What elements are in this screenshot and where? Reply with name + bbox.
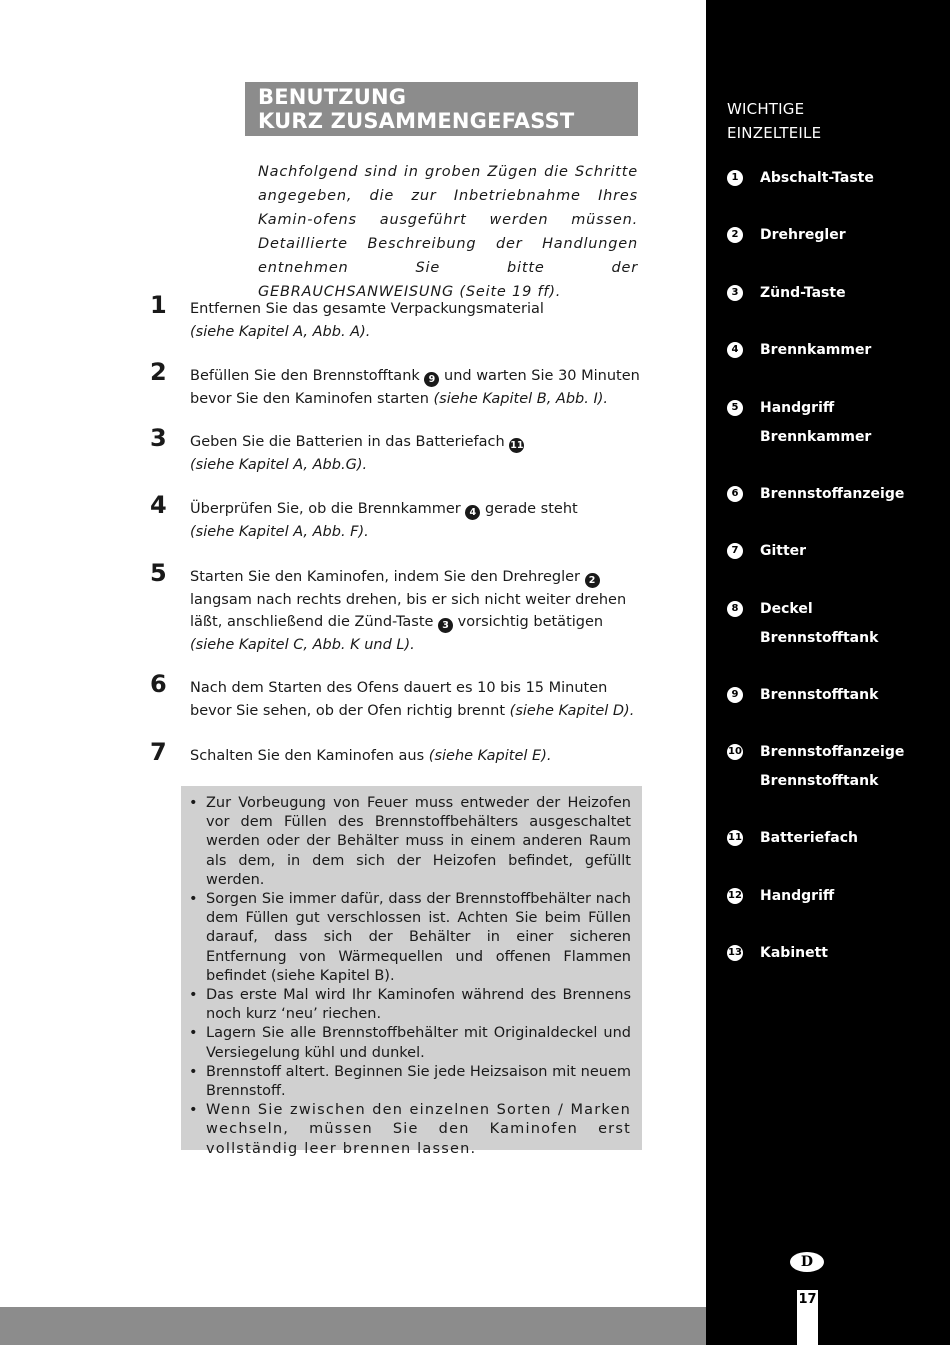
page-number: 17 xyxy=(797,1290,818,1345)
step-3: 3 Geben Sie die Batterien in das Batteriefach 11 (siehe Kapitel A, Abb.G). xyxy=(150,424,524,473)
step-number: 3 xyxy=(150,424,167,452)
part-number-badge: 6 xyxy=(727,486,743,502)
tips-list xyxy=(189,794,631,1159)
chapter-reference: (siehe Kapitel A, Abb.G). xyxy=(190,456,368,473)
part-item: 12 Handgriff xyxy=(728,888,835,904)
footer-bar xyxy=(0,1307,706,1345)
part-number-badge: 3 xyxy=(727,285,743,301)
step-5: 5 Starten Sie den Kaminofen, indem Sie den Drehregler 2 langsam nach rechts drehen, bis er sich nicht weiter drehen läßt, anschließend die Zünd-Taste 3 vorsichtig betätigen (siehe Kapitel C, Abb. K und L). xyxy=(150,559,627,653)
part-number-badge: 9 xyxy=(727,687,743,703)
step-number: 4 xyxy=(150,491,167,519)
list-item: • Wenn Sie zwischen den einzelnen Sorten / Marken wechseln, müssen Sie den Kaminofen erst vollständig leer brennen lassen. xyxy=(189,1101,631,1159)
list-item: • Lagern Sie alle Brennstoffbehälter mit Originaldeckel und Versiegelung kühl und dunkel. xyxy=(189,1024,631,1062)
step-number: 6 xyxy=(150,670,167,698)
part-number-badge: 8 xyxy=(727,601,743,617)
list-item: • Brennstoff altert. Beginnen Sie jede Heizsaison mit neuem Brennstoff. xyxy=(189,1063,631,1101)
step-4: 4 Überprüfen Sie, ob die Brennkammer 4 gerade steht (siehe Kapitel A, Abb. F). xyxy=(150,491,578,540)
part-item: 2 Drehregler xyxy=(727,221,846,250)
step-7: 7 Schalten Sie den Kaminofen aus (siehe Kapitel E). xyxy=(150,738,552,766)
part-number-badge: 5 xyxy=(727,400,743,416)
part-number-badge: 7 xyxy=(727,543,743,559)
section-header xyxy=(245,82,638,136)
part-number-badge: 11 xyxy=(727,830,743,846)
part-item: 13 Kabinett xyxy=(728,945,828,961)
step-number: 2 xyxy=(150,358,167,386)
part-number-badge: 10 xyxy=(727,744,743,760)
list-item: • Das erste Mal wird Ihr Kaminofen während des Brennens noch kurz ‘neu’ riechen. xyxy=(189,986,631,1024)
part-number-badge: 2 xyxy=(585,573,600,588)
part-number-badge: 11 xyxy=(510,440,524,451)
chapter-reference: (siehe Kapitel E). xyxy=(428,748,552,764)
intro-paragraph: Nachfolgend sind in groben Zügen die Schritte angegeben, die zur Inbetriebnahme Ihres Kamin-ofens ausgeführt werden müssen. Detaillierte Beschreibung der Handlungen entnehmen Sie bitte der GEBRAUCHSANWEISUNG (Seite 19 ff). xyxy=(258,164,638,300)
part-number-badge: 4 xyxy=(727,342,743,358)
safety-tips-box xyxy=(181,786,642,1157)
step-1: 1 Entfernen Sie das gesamte Verpackungsmaterial (siehe Kapitel A, Abb. A). xyxy=(150,291,544,340)
step-number: 5 xyxy=(150,559,167,587)
sidebar-title: WICHTIGE EINZELTEILE xyxy=(727,100,822,142)
part-item: 6 Brennstoffanzeige xyxy=(727,480,904,509)
part-item: 7 Gitter xyxy=(727,537,806,566)
chapter-reference: (siehe Kapitel A, Abb. A). xyxy=(190,323,371,340)
part-item: 9 Brennstofftank xyxy=(727,681,878,710)
section-title: BENUTZUNG KURZ ZUSAMMENGEFASST xyxy=(258,85,575,133)
part-number-badge: 4 xyxy=(465,505,480,520)
part-number-badge: 13 xyxy=(727,945,743,961)
step-number: 1 xyxy=(150,291,167,319)
part-item: 11 Batteriefach xyxy=(728,830,858,846)
part-number-badge: 9 xyxy=(424,372,439,387)
part-item: 5 Handgriff Brennkammer xyxy=(727,394,871,452)
chapter-reference: (siehe Kapitel A, Abb. F). xyxy=(190,523,369,540)
step-2: 2 Befüllen Sie den Brennstofftank 9 und warten Sie 30 Minuten bevor Sie den Kaminofen starten (siehe Kapitel B, Abb. I). xyxy=(150,358,640,407)
part-number-badge: 2 xyxy=(727,227,743,243)
part-number-badge: 12 xyxy=(727,888,743,904)
parts-sidebar xyxy=(706,0,950,1345)
step-6: 6 Nach dem Starten des Ofens dauert es 10 bis 15 Minuten bevor Sie sehen, ob der Ofen richtig brennt (siehe Kapitel D). xyxy=(150,670,635,719)
chapter-reference: (siehe Kapitel D). xyxy=(509,702,635,719)
chapter-reference: (siehe Kapitel B, Abb. I). xyxy=(433,390,609,407)
part-item: 8 Deckel Brennstofftank xyxy=(727,595,878,653)
part-number-badge: 3 xyxy=(438,618,453,633)
part-number-badge: 1 xyxy=(727,170,743,186)
part-item: 4 Brennkammer xyxy=(727,336,871,365)
list-item: • Zur Vorbeugung von Feuer muss entweder der Heizofen vor dem Füllen des Brennstoffbehälters ausgeschaltet werden oder der Behälter muss in einem anderen Raum als dem, in dem sich der Heizofen befindet, gefüllt werden. xyxy=(189,794,631,890)
part-item: 3 Zünd-Taste xyxy=(727,279,846,308)
step-number: 7 xyxy=(150,738,167,766)
list-item: • Sorgen Sie immer dafür, dass der Brennstoffbehälter nach dem Füllen gut verschlossen ist. Achten Sie beim Füllen darauf, dass sich der Behälter in einer sicheren Entfernung von Wärmequellen und offenen Flammen befindet (siehe Kapitel B). xyxy=(189,890,631,986)
chapter-reference: (siehe Kapitel C, Abb. K und L). xyxy=(190,636,415,653)
language-badge: D xyxy=(790,1252,824,1272)
part-item: 10 Brennstoffanzeige Brennstofftank xyxy=(728,744,905,789)
part-item: 1 Abschalt-Taste xyxy=(727,164,874,193)
